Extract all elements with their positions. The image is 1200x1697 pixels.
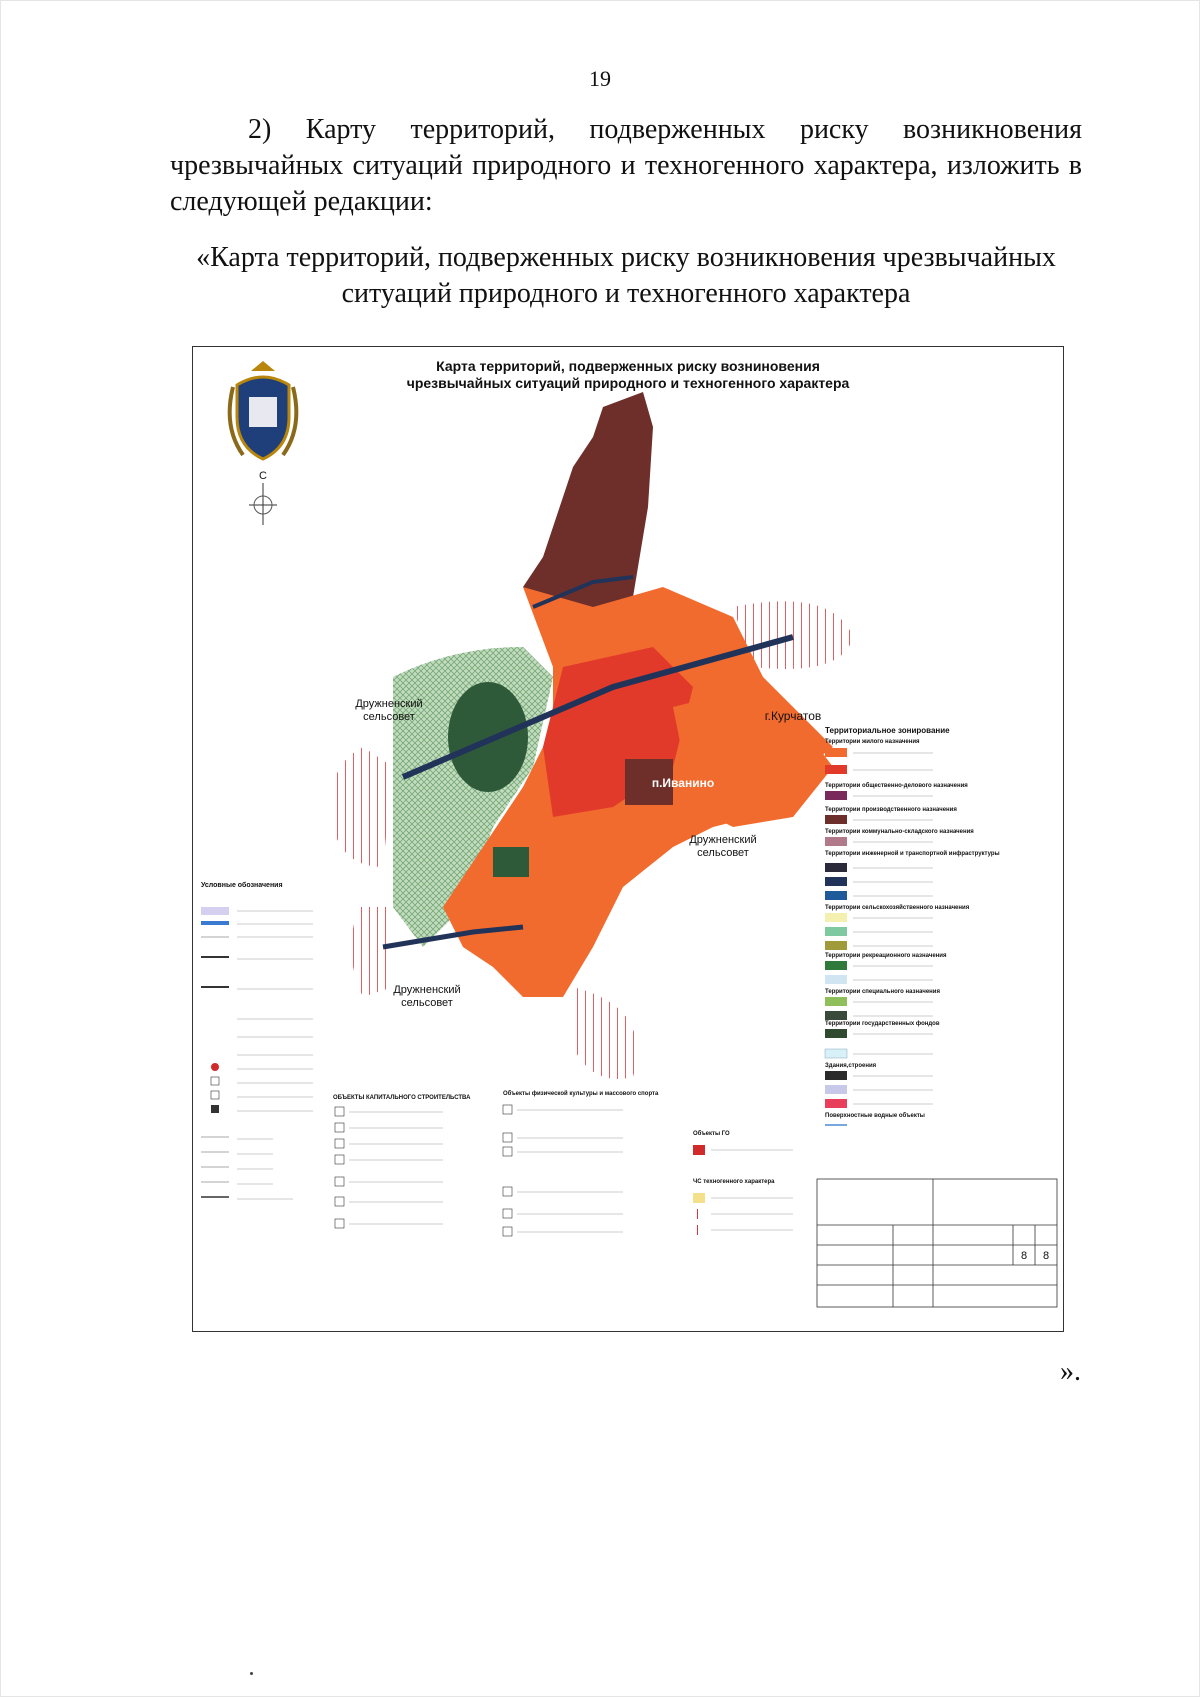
legend-section-recreational: Территории рекреационного назначения — [825, 953, 947, 959]
coat-of-arms-emblem — [230, 361, 297, 459]
title-block-stamp — [817, 1179, 1057, 1307]
south-green-patch — [493, 847, 529, 877]
legend-section-public: Территории общественно-делового назначения — [825, 783, 968, 789]
compass-north-label: С — [259, 470, 267, 482]
page-number: 19 — [589, 66, 611, 91]
place-label-kurchatov: г.Курчатов — [764, 709, 822, 723]
hazard-zone-sw — [352, 907, 393, 997]
risk-map-image — [192, 346, 1064, 1332]
place-label-druzhnensky-s-2: сельсовет — [401, 997, 453, 1009]
place-label-druzhnensky-nw-2: сельсовет — [363, 711, 415, 723]
map-caption-line-2: ситуаций природного и техногенного характера — [341, 278, 911, 309]
legend-section-buildings: Здания,строения — [825, 1063, 877, 1069]
map-title-line-2: чрезвычайных ситуаций природного и техногенного характера — [406, 375, 850, 391]
legend-header-go: Объекты ГО — [693, 1131, 730, 1137]
place-label-druzhnensky-e-2: сельсовет — [697, 847, 749, 859]
hazard-zone-south — [573, 987, 637, 1079]
legend-header-capital: ОБЪЕКТЫ КАПИТАЛЬНОГО СТРОИТЕЛЬСТВА — [333, 1095, 471, 1101]
legend-section-residential: Территории жилого назначения — [825, 739, 920, 745]
legend-symbols-title: Условные обозначения — [201, 882, 283, 889]
hazard-zone-west — [331, 747, 393, 867]
stamp-sheets-total: 8 — [1042, 1250, 1050, 1262]
legend-symbols — [201, 881, 313, 1199]
legend-section-water: Поверхностные водные объекты — [825, 1113, 925, 1119]
place-label-druzhnensky-s-1: Дружненский — [393, 984, 461, 996]
legend-section-infrastructure: Территории инженерной и транспортной инфраструктуры — [825, 851, 1000, 857]
compass-rose-icon — [249, 470, 277, 525]
legend-section-communal: Территории коммунально-складского назначения — [825, 829, 974, 835]
forest-area — [448, 682, 528, 792]
legend-section-agricultural: Территории сельскохозяйственного назначения — [825, 905, 970, 911]
legend-header-sport: Объекты физической культуры и массового спорта — [503, 1091, 659, 1097]
closing-quote: ». — [1060, 1356, 1081, 1387]
legend-header-technogenic: ЧС техногенного характера — [693, 1179, 775, 1185]
legend-zoning-title: Территориальное зонирование — [825, 726, 950, 735]
legend-bottom — [333, 1090, 793, 1236]
legend-section-industrial: Территории производственного назначения — [825, 807, 957, 813]
risk-map-svg — [193, 347, 1063, 1331]
legend-section-special: Территории специального назначения — [825, 989, 940, 995]
map-title-line-1: Карта территорий, подверженных риску возниновения — [436, 358, 820, 374]
place-label-ivanino: п.Иванино — [651, 776, 715, 790]
intro-paragraph: 2) Карту территорий, подверженных риску возникновения чрезвычайных ситуаций природного и техногенного характера, изложить в следующей редакции: — [170, 114, 1082, 217]
map-caption — [170, 240, 1082, 312]
place-label-druzhnensky-e-1: Дружненский — [689, 834, 757, 846]
industrial-zone-north — [523, 392, 653, 622]
scan-dot — [250, 1672, 253, 1675]
residential-zone-east — [673, 687, 833, 827]
map-caption-line-1: «Карта территорий, подверженных риску возникновения чрезвычайных — [196, 242, 1056, 273]
legend-section-state-funds: Территории государственных фондов — [825, 1021, 940, 1027]
place-label-druzhnensky-nw-1: Дружненский — [355, 698, 423, 710]
legend-zoning — [825, 726, 1000, 1125]
stamp-sheet-number: 8 — [1020, 1250, 1028, 1262]
